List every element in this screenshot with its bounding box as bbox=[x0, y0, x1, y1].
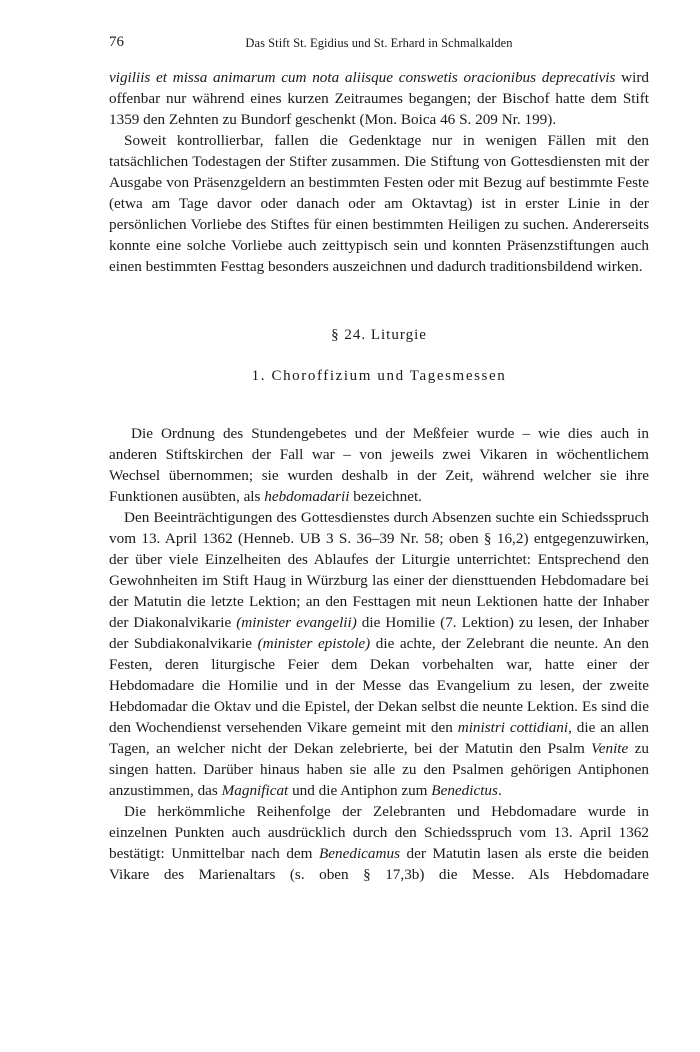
latin-term: (minister evangelii) bbox=[236, 614, 357, 631]
latin-term: (minister epistole) bbox=[257, 635, 371, 652]
paragraph-stundengebet bbox=[109, 423, 649, 507]
paragraph-text: Den Beeinträchtigungen des Gottesdienstes durch Absenzen suchte ein Schiedsspruch vom 13. April 1362 (Henneb. UB 3 S. 36–39 Nr. 58; oben § 16,2) entgegenzuwirken, der über viele Einzelheiten des Ablaufes der Liturgie unterrichtet: Entsprechend den Gewohnheiten im Stift Haug in Würzburg las einer der diensttuenden Hebdomadare bei der Matutin die letzte Lektion; an den Festtagen mit neun Lektionen hatte der Inhaber der Diakonalvikarie bbox=[109, 509, 649, 631]
paragraph-text: Soweit kontrollierbar, fallen die Gedenktage nur in wenigen Fällen mit den tatsächlichen Todestagen der Stifter zusammen. Die Stiftung von Gottesdiensten mit der Ausgabe von Präsenzgeldern an bestimmten Festen oder mit Bezug auf bestimmte Feste (etwa am Tage davor oder danach oder am Oktavtag) ist in erster Linie in der persönlichen Vorliebe des Stiftes für einen bestimmten Heiligen zu suchen. Andererseits konnte eine solche Vorliebe auch zeittypisch sein und konnten Präsenzstiftungen auch einen bestimmten Festtag besonders auszeichnen und dadurch traditionsbildend wirken. bbox=[109, 132, 649, 275]
latin-term: Venite bbox=[591, 740, 629, 757]
paragraph-text: der Matutin lasen als erste die beiden Vikare des Marienaltars (s. oben § 17,3b) die Messe. Als Hebdomadare bbox=[109, 845, 649, 883]
page-number: 76 bbox=[109, 34, 124, 50]
running-title: Das Stift St. Egidius und St. Erhard in Schmalkalden bbox=[245, 36, 513, 50]
paragraph-text: wird offenbar nur während eines kurzen Zeitraumes begangen; der Bischof hatte dem Stift 1359 den Zehnten zu Bundorf geschenkt (Mon. Boica 46 S. 209 Nr. 199). bbox=[109, 69, 649, 128]
paragraph-schiedsspruch bbox=[109, 507, 649, 801]
paragraph-gedenktage bbox=[109, 130, 649, 277]
paragraph-reihenfolge bbox=[109, 801, 649, 885]
section-heading: § 24. Liturgie bbox=[331, 327, 427, 343]
subsection-heading: 1. Choroffizium und Tagesmessen bbox=[251, 368, 507, 384]
paragraph-text: bezeichnet. bbox=[349, 488, 422, 505]
paragraph-text: . bbox=[497, 782, 502, 799]
latin-term: Benedictus bbox=[431, 782, 498, 799]
latin-term: hebdomadarii bbox=[264, 488, 350, 505]
paragraph-text: die Homilie (7. Lektion) zu lesen, der Inhaber der Subdiakonalvikarie bbox=[109, 614, 649, 652]
latin-quote: vigiliis et missa animarum cum nota aliisque conswetis oracionibus deprecativis bbox=[109, 69, 616, 86]
paragraph-continuation bbox=[109, 67, 649, 130]
paragraph-text: Die Ordnung des Stundengebetes und der Meßfeier wurde – wie dies auch in anderen Stiftskirchen der Fall war – von jeweils zwei Vikaren in wöchentlichem Wechsel übernommen; sie wurden deshalb in der Zeit, während welcher sie ihre Funktionen ausübten, als bbox=[109, 425, 649, 505]
latin-term: ministri cottidiani bbox=[457, 719, 569, 736]
paragraph-text: die achte, der Zelebrant die neunte. An den Festen, deren liturgische Feier dem Dekan vorbehalten war, hatte einer der Hebdomadare die Homilie und in der Messe das Evangelium zu lesen, der zweite Hebdomadar die Oktav und die Epistel, der Dekan selbst die neunte Lektion. Es sind die den Wochendienst versehenden Vikare gemeint mit den bbox=[109, 635, 649, 736]
document-page bbox=[109, 32, 649, 885]
paragraph-text: , die an allen Tagen, an welcher nicht der Dekan zelebrierte, bei der Matutin den Psalm bbox=[109, 719, 649, 757]
paragraph-text: Die herkömmliche Reihenfolge der Zelebranten und Hebdomadare wurde in einzelnen Punkten auch ausdrücklich durch den Schiedsspruch vom 13. April 1362 bestätigt: Unmittelbar nach dem bbox=[109, 803, 649, 862]
page-body bbox=[109, 67, 649, 885]
paragraph-text: zu singen hatten. Darüber hinaus haben sie alle zu den Psalmen gehörigen Antiphonen anzustimmen, das bbox=[109, 740, 649, 799]
paragraph-text: und die Antiphon zum bbox=[288, 782, 432, 799]
latin-term: Benedicamus bbox=[319, 845, 400, 862]
page-header bbox=[109, 32, 649, 54]
latin-term: Magnificat bbox=[221, 782, 289, 799]
